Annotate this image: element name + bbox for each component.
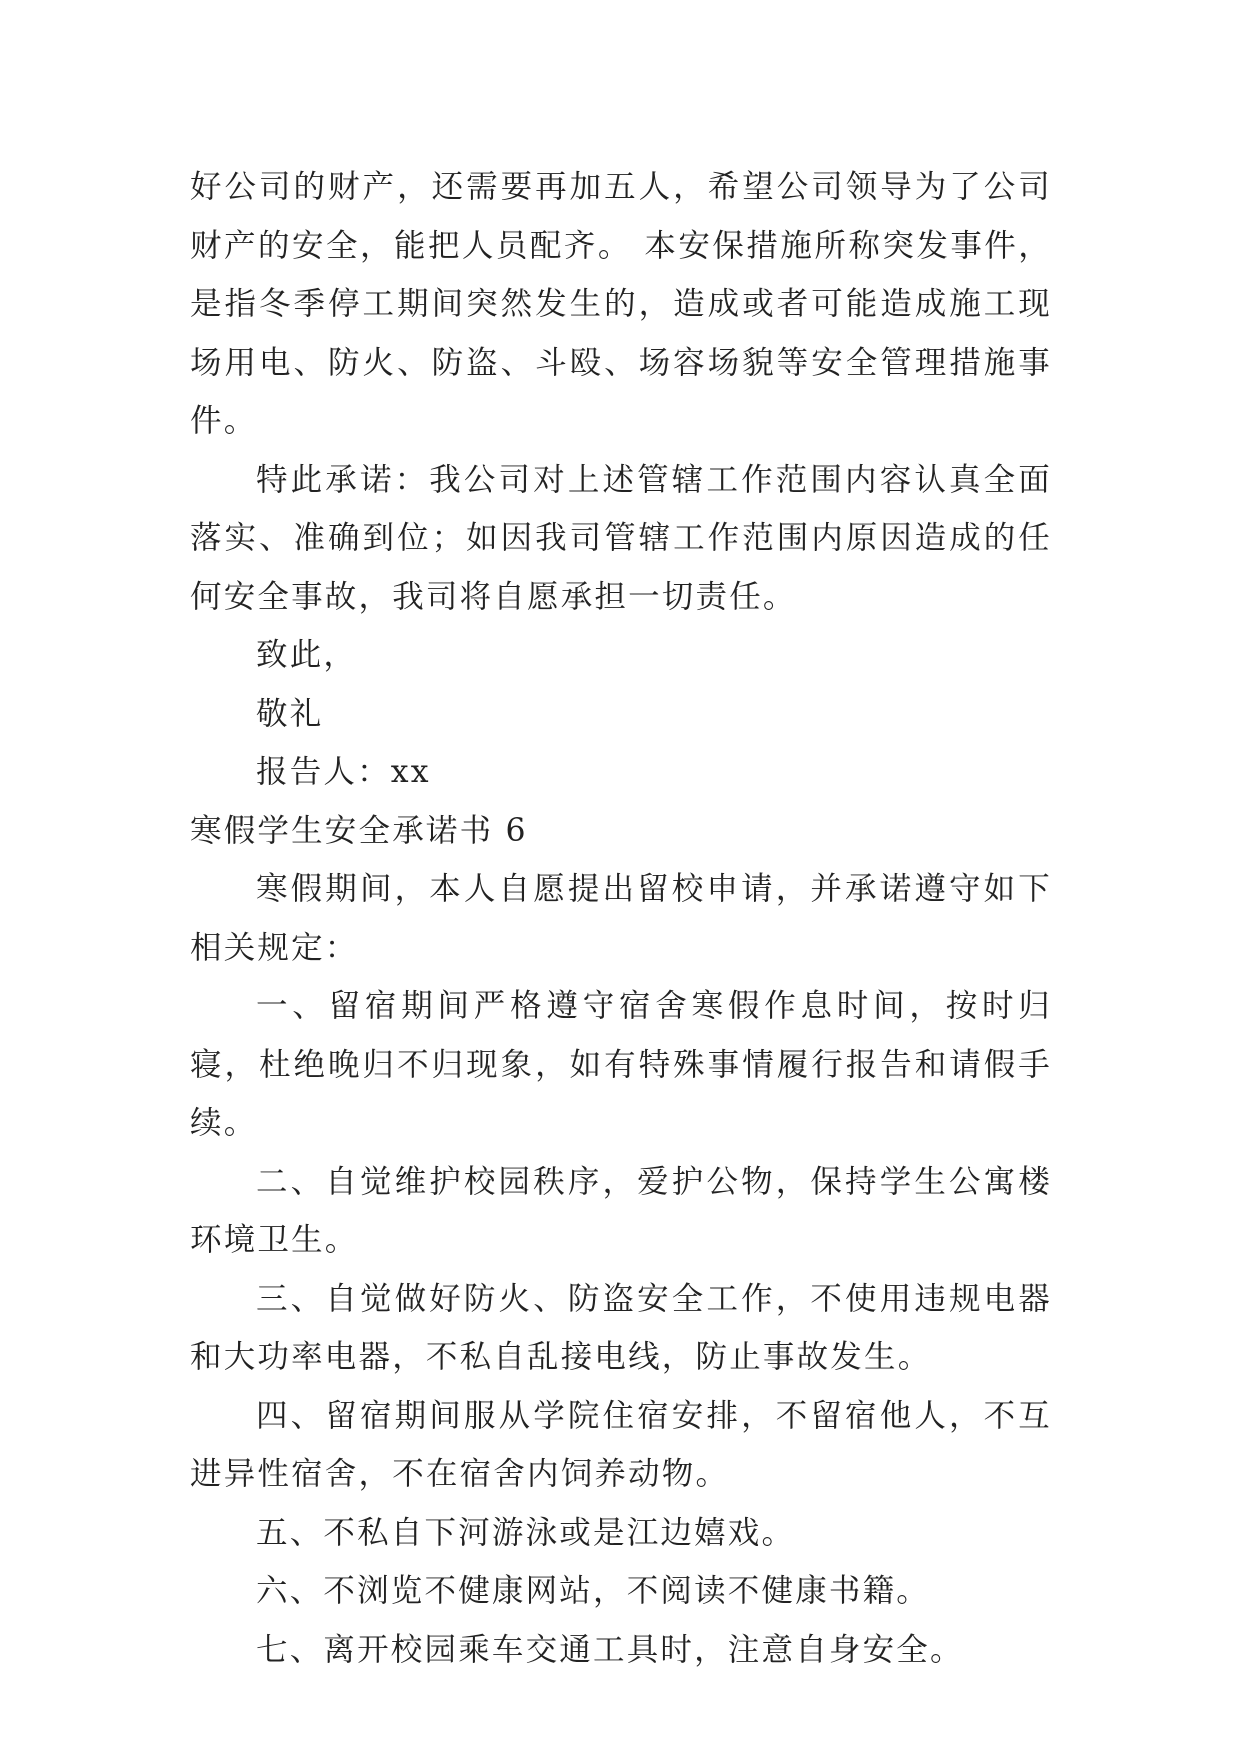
- rule-item-4: 四、留宿期间服从学院住宿安排，不留宿他人，不互进异性宿舍，不在宿舍内饲养动物。: [190, 1397, 1052, 1492]
- section-heading: 寒假学生安全承诺书 6: [190, 812, 528, 849]
- document-body: [190, 158, 1052, 1679]
- rule-item-5: 五、不私自下河游泳或是江边嬉戏。: [256, 1514, 796, 1551]
- rule-item-1: 一、留宿期间严格遵守宿舍寒假作息时间，按时归寝，杜绝晚归不归现象，如有特殊事情履行报告和请假手续。: [190, 988, 1052, 1141]
- paragraph-property-security: 好公司的财产，还需要再加五人，希望公司领导为了公司财产的安全，能把人员配齐。 本安保措施所称突发事件，是指冬季停工期间突然发生的，造成或者可能造成施工现场用电、防火、防盗、斗殴、场容场貌等安全管理措施事件。: [190, 169, 1052, 439]
- paragraph-special-commitment: 特此承诺：我公司对上述管辖工作范围内容认真全面落实、准确到位；如因我司管辖工作范围内原因造成的任何安全事故，我司将自愿承担一切责任。: [190, 461, 1052, 615]
- paragraph-intro: 寒假期间，本人自愿提出留校申请，并承诺遵守如下相关规定：: [190, 871, 1052, 966]
- rule-item-7: 七、离开校园乘车交通工具时，注意自身安全。: [256, 1631, 964, 1668]
- paragraph-salute: 敬礼: [256, 695, 324, 732]
- rule-item-6: 六、不浏览不健康网站，不阅读不健康书籍。: [256, 1573, 931, 1609]
- paragraph-closing-greeting: 致此，: [256, 637, 358, 673]
- rule-item-3: 三、自觉做好防火、防盗安全工作，不使用违规电器和大功率电器，不私自乱接电线，防止事故发生。: [190, 1280, 1052, 1375]
- rule-item-2: 二、自觉维护校园秩序，爱护公物，保持学生公寓楼环境卫生。: [190, 1163, 1052, 1258]
- paragraph-reporter: 报告人：xx: [256, 754, 431, 790]
